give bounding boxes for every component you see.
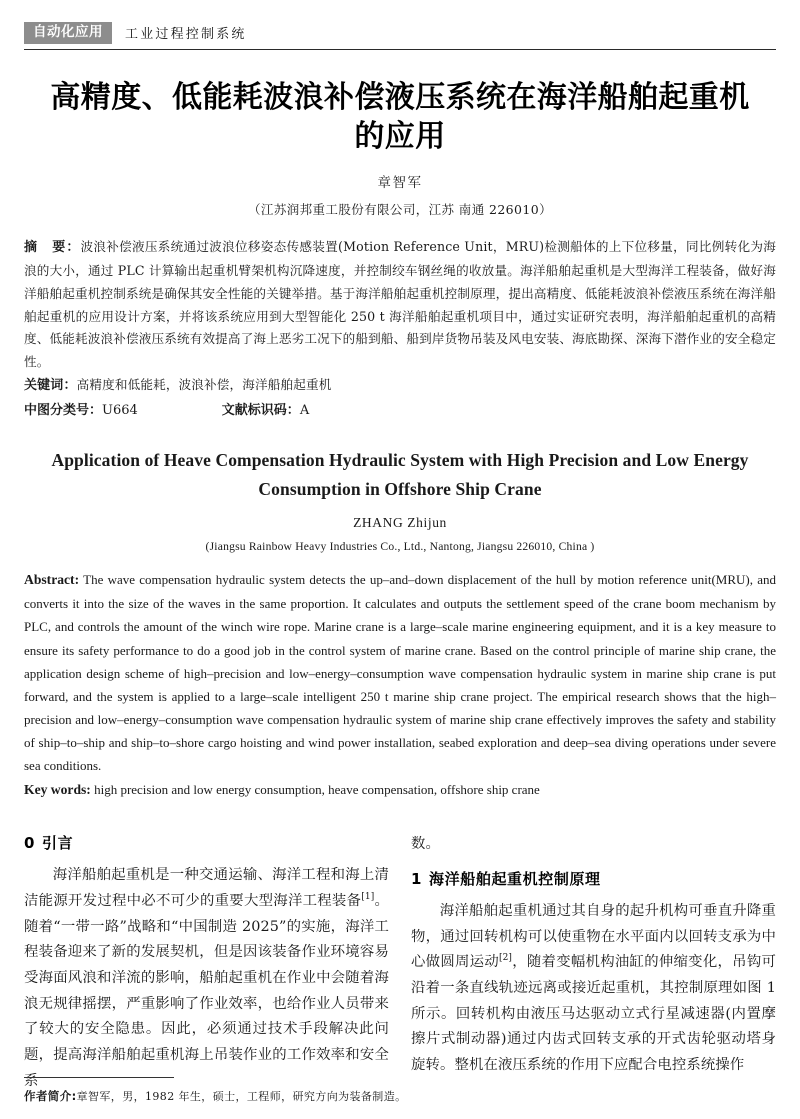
abstract-cn-text: 波浪补偿液压系统通过波浪位移姿态传感装置(Motion Reference Unit，MRU)检测船体的上下位移量，同比例转化为海浪的大小，通过 PLC 计算输出起重机臂架机构沉降速度，并控制绞车钢丝绳的收放量。海洋船舶起重机是大型海洋工程装备，做好海洋船舶起重机控制系统是确保其安全性能的关键举措。基于海洋船舶起重机控制原理，提出高精度、低能耗波浪补偿液压系统在海洋船舶起重机的应用设计方案，并将该系统应用到大型智能化 250 t 海洋船舶起重机项目中，通过实证研究表明，海洋船舶起重机的高精度、低能耗波浪补偿液压系统有效提高了海上恶劣工况下的船到船、船到岸货物吊装及风电安装、海底勘探、深海下潜作业的安全稳定性。 (24, 239, 776, 370)
running-head (24, 0, 776, 44)
affiliation-en: (Jiangsu Rainbow Heavy Industries Co., Ltd., Nantong, Jiangsu 226010, China ) (205, 540, 595, 554)
page-title: 高精度、低能耗波浪补偿液压系统在海洋船舶起重机的应用 (50, 79, 750, 155)
running-head-divider (24, 49, 776, 50)
running-head-section: 工业过程控制系统 (125, 27, 247, 43)
paragraph-text-b: ，随着变幅机构油缸的伸缩变化，吊钩可沿着一条直线轨迹远离或接近起重机，其控制原理如图 1 所示。回转机构由液压马达驱动立式行星减速器(内置摩擦片式制动器)通过内齿式回转支承的开式齿轮驱动塔身旋转。整机在液压系统的作用下应配合电控系统操作 (411, 954, 776, 1073)
abstract-en (24, 568, 776, 777)
section-heading-principle (411, 868, 776, 889)
clc-item (24, 399, 138, 424)
clc-label: 中图分类号： (24, 402, 103, 418)
column-left (24, 832, 389, 1094)
page-title-en: Application of Heave Compensation Hydraulic System with High Precision and Low Energy Consumption in Offshore Ship Crane (51, 449, 749, 500)
paragraph-carryover: 数。 (411, 836, 440, 853)
footnote-divider (24, 1077, 174, 1078)
affiliation-cn: （江苏润邦重工股份有限公司，江苏 南通 226010） (248, 202, 552, 218)
keywords-cn-label: 关键词： (24, 378, 77, 394)
keywords-cn-text: 高精度和低能耗，波浪补偿，海洋船舶起重机 (76, 377, 332, 393)
abstract-en-text: The wave compensation hydraulic system detects the up–and–down displacement of the hull by motion reference unit(MRU), and converts it into the size of the waves in the same proportion. It calculates and outputs the settlement speed of the crane boom mechanism by PLC, and controls the amount of the winch wire rope. Marine crane is a large–scale marine engineering equipment, and it is a key measure to ensure its safety performance to do a good job in the control system of marine crane. Based on the control principle of marine ship crane, the application design scheme of high–precision and low–energy–consumption wave compensation hydraulic system in marine ship crane is put forward, and the system is applied to a large–scale intelligent 250 t marine ship crane project. The empirical research shows that the high–precision and low–energy–consumption wave compensation hydraulic system of marine ship crane effectively improves the safety and stability of ship–to–ship and ship–to–shore cargo hoisting and wind power installation, seabed exploration and deep–sea diving operations under severe sea conditions. (24, 572, 776, 774)
keywords-en-text: high precision and low energy consumption, heave compensation, offshore ship crane (90, 782, 540, 798)
abstract-en-label: Abstract: (24, 572, 80, 588)
section-number: 1 (411, 870, 423, 889)
doc-code-label: 文献标识码： (221, 402, 300, 418)
author-cn: 章智军 (377, 175, 423, 192)
doc-code-value: A (299, 402, 310, 418)
abstract-cn-label: 摘 要： (24, 240, 81, 256)
footnote-body: 章智军，男，1982 年生，硕士，工程师，研究方向为装备制造。 (76, 1089, 407, 1103)
journal-badge: 自动化应用 (24, 22, 112, 44)
body-columns (24, 832, 776, 1094)
clc-value: U664 (102, 402, 138, 418)
section-number: 0 (24, 834, 36, 853)
keywords-cn (24, 374, 776, 398)
footnote (24, 1077, 444, 1106)
keywords-en-label: Key words: (24, 782, 91, 798)
section-title: 海洋船舶起重机控制原理 (429, 870, 601, 889)
keywords-en (24, 778, 776, 802)
citation-ref: [1] (361, 892, 375, 903)
paragraph-principle (411, 899, 776, 1078)
classification-row (24, 399, 776, 424)
paragraph-text-a: 海洋船舶起重机通过其自身的起升机构可垂直升降重物，通过回转机构可以使重物在水平面内以回转支承为中心做圆周运动 (411, 903, 776, 971)
paragraph-text-a: 海洋船舶起重机是一种交通运输、海洋工程和海上清洁能源开发过程中必不可少的重要大型海洋工程装备 (24, 867, 389, 910)
section-heading-intro (24, 832, 389, 853)
column-right (411, 832, 776, 1094)
section-title: 引言 (42, 834, 74, 853)
footnote-text (24, 1088, 444, 1106)
paragraph-intro (24, 863, 389, 1094)
footnote-label: 作者简介: (24, 1088, 77, 1103)
doc-code-item (222, 399, 309, 424)
paragraph-text-b: 。随着“一带一路”战略和“中国制造 2025”的实施，海洋工程装备迎来了新的发展契机，但是因该装备作业环境容易受海面风浪和洋流的影响，船舶起重机在作业中会随着海浪无规律摇摆，严重影响了作业效率，也给作业人员带来了较大的安全隐患。因此，必须通过技术手段解决此问题，提高海洋船舶起重机海上吊装作业的工作效率和安全系 (24, 893, 389, 1089)
citation-ref: [2] (498, 953, 513, 964)
abstract-cn (24, 236, 776, 374)
author-en: ZHANG Zhijun (353, 515, 447, 531)
